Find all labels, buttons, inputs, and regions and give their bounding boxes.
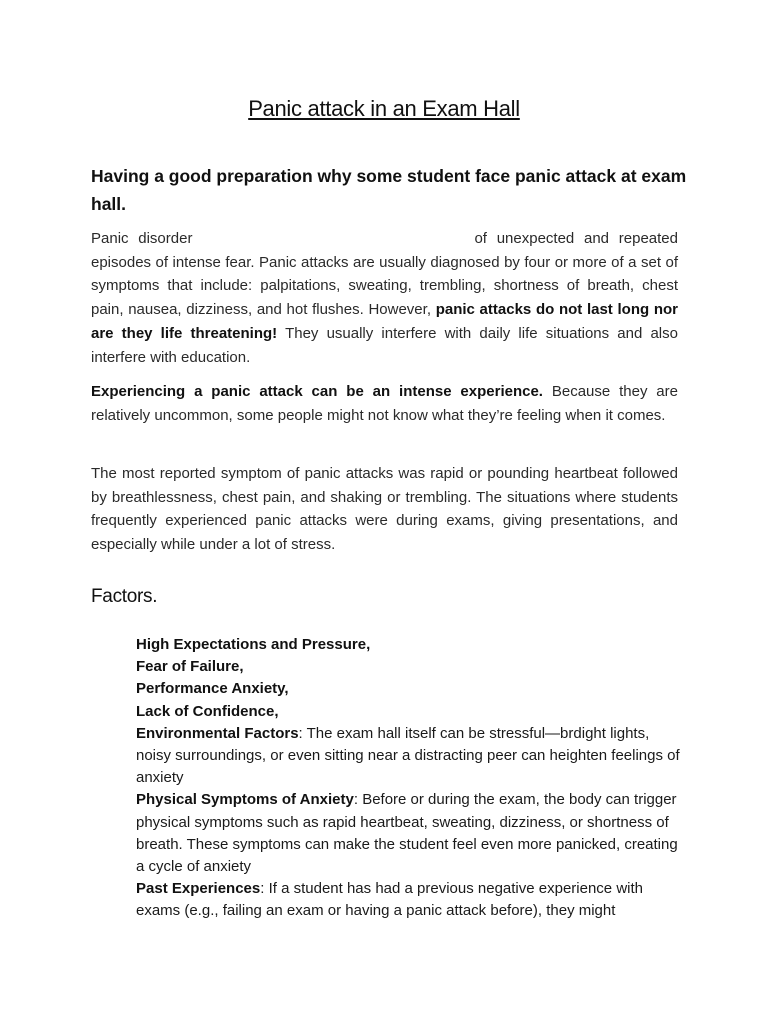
- factors-heading: Factors.: [91, 586, 158, 607]
- list-item: Performance Anxiety,: [136, 680, 289, 698]
- paragraph-intense-experience: [91, 380, 678, 427]
- paragraph-text: They usually interfere with daily life situations and also interfere with education.: [91, 324, 678, 366]
- paragraph-text: Panic disorder: [91, 230, 193, 247]
- page-title: Panic attack in an Exam Hall: [248, 96, 520, 121]
- paragraph-bold-text: panic attacks do not last long nor are they life threatening!: [91, 301, 678, 342]
- factors-list: [136, 634, 681, 923]
- factor-description: : If a student has had a previous negative experience with exams (e.g., failing an exam or having a panic attack before), they might: [136, 880, 643, 920]
- list-item: Fear of Failure,: [136, 658, 244, 676]
- paragraph-bold-text: Experiencing a panic attack can be an intense experience.: [91, 383, 543, 400]
- paragraph-panic-disorder: [91, 227, 678, 369]
- factor-term: Physical Symptoms of Anxiety: [136, 791, 354, 809]
- list-item: High Expectations and Pressure,: [136, 636, 371, 653]
- paragraph-symptoms: The most reported symptom of panic attacks was rapid or pounding heartbeat followed by breathlessness, chest pain, and shaking or trembling. The situations where students frequently experienced panic attacks were during exams, giving presentations, and especially while under a lot of stress.: [91, 465, 678, 554]
- factor-description: : Before or during the exam, the body can trigger physical symptoms such as rapid heartbeat, sweating, dizziness, or shortness of breath. These symptoms can make the student feel even more panicked, creating a cycle of anxiety: [136, 791, 678, 876]
- list-item-detailed: [136, 723, 681, 790]
- paragraph-text: Because they are relatively uncommon, some people might not know what they’re feeling when it comes.: [91, 383, 678, 424]
- list-item-detailed: [136, 878, 681, 922]
- factor-term: Past Experiences: [136, 880, 261, 898]
- factor-description: : The exam hall itself can be stressful—brdight lights, noisy surroundings, or even sitting near a distracting peer can heighten feelings of anxiety: [136, 724, 680, 787]
- section-subheading: Having a good preparation why some student face panic attack at exam hall.: [91, 166, 687, 214]
- paragraph-text: of unexpected and repeated episodes of intense fear. Panic attacks are usually diagnosed by four or more of a set of symptoms that include: palpitations, sweating, trembling, shortness of breath, chest pain, nausea, dizziness, and hot flushes. However,: [91, 230, 678, 319]
- list-item-detailed: [136, 789, 681, 878]
- factor-term: Environmental Factors: [136, 724, 299, 742]
- list-item: Lack of Confidence,: [136, 702, 279, 720]
